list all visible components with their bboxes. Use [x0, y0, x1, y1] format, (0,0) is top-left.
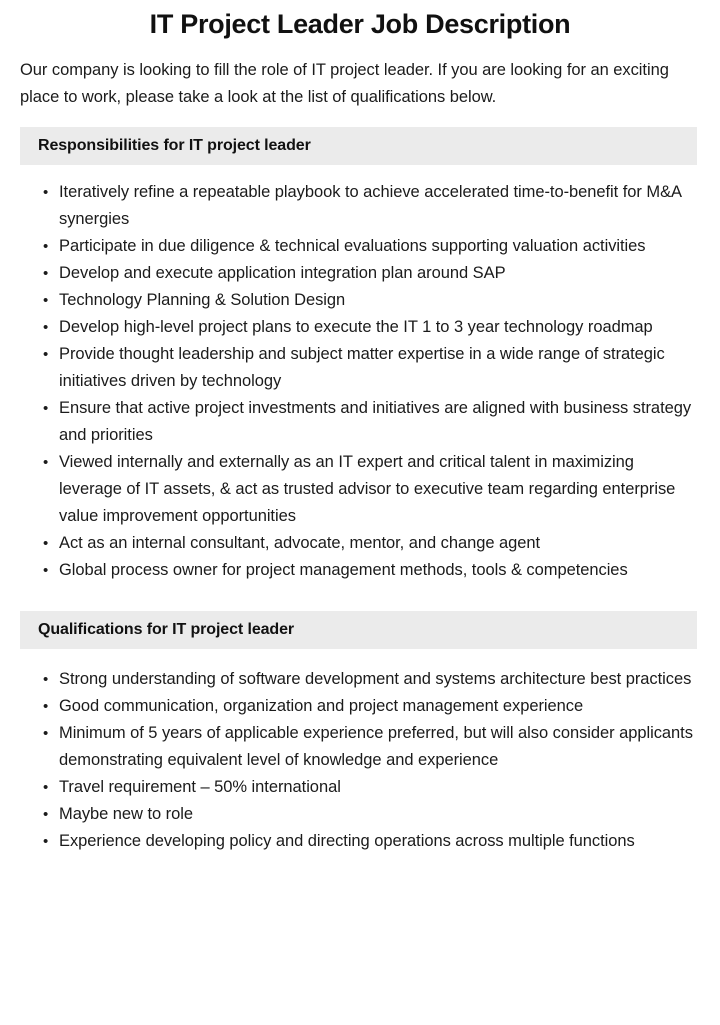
- list-item: • Technology Planning & Solution Design: [0, 287, 698, 314]
- list-item: • Experience developing policy and directing operations across multiple functions: [0, 828, 698, 855]
- list-item: • Minimum of 5 years of applicable experience preferred, but will also consider applicants demonstrating equivalent level of knowledge and experience: [0, 720, 698, 774]
- section-heading-label: Responsibilities for IT project leader: [38, 137, 311, 154]
- list-item: • Viewed internally and externally as an IT expert and critical talent in maximizing leverage of IT assets, & act as trusted advisor to executive team regarding enterprise value improvement opportunities: [0, 449, 698, 530]
- list-item: • Ensure that active project investments and initiatives are aligned with business strategy and priorities: [0, 395, 698, 449]
- list-item: • Provide thought leadership and subject matter expertise in a wide range of strategic initiatives driven by technology: [0, 341, 698, 395]
- section-header-responsibilities: [20, 127, 697, 165]
- responsibilities-list: [0, 165, 720, 584]
- list-item: • Maybe new to role: [0, 801, 698, 828]
- list-item: • Travel requirement – 50% international: [0, 774, 698, 801]
- section-heading-label: Qualifications for IT project leader: [38, 621, 295, 638]
- list-item: • Good communication, organization and project management experience: [0, 693, 698, 720]
- list-item: • Iteratively refine a repeatable playbook to achieve accelerated time-to-benefit for M&A synergies: [0, 179, 698, 233]
- section-responsibilities: [0, 127, 720, 584]
- page-title: IT Project Leader Job Description: [149, 9, 571, 39]
- intro-paragraph: Our company is looking to fill the role of IT project leader. If you are looking for an exciting place to work, please take a look at the list of qualifications below.: [20, 61, 669, 106]
- list-item: • Develop and execute application integration plan around SAP: [0, 260, 698, 287]
- qualifications-list: [0, 649, 720, 855]
- list-item: • Develop high-level project plans to execute the IT 1 to 3 year technology roadmap: [0, 314, 698, 341]
- list-item: • Strong understanding of software development and systems architecture best practices: [0, 666, 698, 693]
- list-item: • Act as an internal consultant, advocate, mentor, and change agent: [0, 530, 698, 557]
- list-item: • Global process owner for project management methods, tools & competencies: [0, 557, 698, 584]
- list-item: • Participate in due diligence & technical evaluations supporting valuation activities: [0, 233, 698, 260]
- section-header-qualifications: [20, 611, 697, 649]
- section-qualifications: [0, 611, 720, 855]
